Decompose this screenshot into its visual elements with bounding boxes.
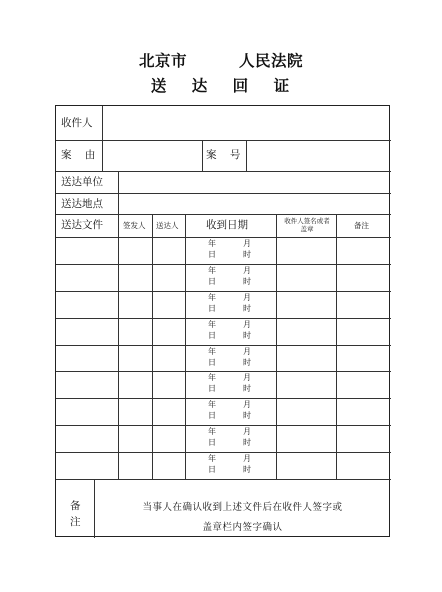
table-row[interactable] (56, 291, 391, 318)
date-month-label: 月 (243, 373, 251, 382)
recipient-field[interactable] (103, 107, 389, 140)
date-hour-label: 时 (243, 250, 251, 259)
date-hour-label: 时 (243, 411, 251, 420)
date-day-label: 日 (208, 250, 216, 259)
col-documents: 送达文件 (61, 219, 103, 231)
date-day-label: 日 (208, 304, 216, 313)
footer-note-line2: 盖章栏内签字确认 (202, 522, 283, 533)
date-day-label: 日 (208, 438, 216, 447)
date-day-label: 日 (208, 384, 216, 393)
date-month-label: 月 (243, 400, 251, 409)
date-month-label: 月 (243, 320, 251, 329)
date-year-label: 年 (208, 400, 216, 409)
remarks-label-2: 注 (70, 516, 81, 528)
footer-note-line1: 当事人在确认收到上述文件后在收件人签字或 (142, 502, 343, 513)
col-issuer: 签发人 (123, 221, 146, 230)
remarks-label-1: 备 (70, 500, 81, 512)
table-row[interactable] (56, 318, 391, 345)
date-day-label: 日 (208, 358, 216, 367)
date-hour-label: 时 (243, 304, 251, 313)
date-hour-label: 时 (243, 465, 251, 474)
footer-note (96, 498, 389, 538)
case-number-field[interactable] (247, 141, 389, 170)
table-row[interactable] (56, 264, 391, 291)
date-month-label: 月 (243, 427, 251, 436)
col-remarks: 备注 (354, 221, 369, 230)
date-day-label: 日 (208, 331, 216, 340)
court-title (0, 49, 442, 71)
document-title: 送 达 回 证 (150, 77, 300, 95)
col-recipient-sign: 收件人签名或者盖章 (284, 217, 330, 234)
table-row[interactable] (56, 371, 391, 398)
date-year-label: 年 (208, 239, 216, 248)
recipient-label: 收件人 (61, 117, 93, 129)
date-month-label: 月 (243, 266, 251, 275)
case-cause-label: 案 由 (61, 149, 96, 161)
table-row[interactable] (56, 452, 391, 479)
date-hour-label: 时 (243, 277, 251, 286)
date-day-label: 日 (208, 277, 216, 286)
date-hour-label: 时 (243, 331, 251, 340)
date-hour-label: 时 (243, 438, 251, 447)
table-row[interactable] (56, 398, 391, 425)
date-month-label: 月 (243, 454, 251, 463)
date-month-label: 月 (243, 293, 251, 302)
table-row[interactable] (56, 237, 391, 264)
date-year-label: 年 (208, 347, 216, 356)
table-row[interactable] (56, 425, 391, 452)
col-server: 送达人 (156, 221, 179, 230)
date-day-label: 日 (208, 411, 216, 420)
table-row[interactable] (56, 345, 391, 372)
date-year-label: 年 (208, 373, 216, 382)
serving-unit-field[interactable] (119, 172, 389, 192)
date-year-label: 年 (208, 427, 216, 436)
case-cause-field[interactable] (103, 141, 201, 170)
date-month-label: 月 (243, 347, 251, 356)
serving-unit-label: 送达单位 (61, 176, 103, 188)
date-year-label: 年 (208, 320, 216, 329)
date-year-label: 年 (208, 293, 216, 302)
date-month-label: 月 (243, 239, 251, 248)
date-day-label: 日 (208, 465, 216, 474)
col-received-date: 收到日期 (206, 219, 248, 231)
serving-place-field[interactable] (119, 194, 389, 213)
service-receipt-form (55, 105, 390, 537)
serving-place-label: 送达地点 (61, 198, 103, 210)
case-number-label: 案 号 (206, 149, 241, 161)
date-year-label: 年 (208, 454, 216, 463)
date-year-label: 年 (208, 266, 216, 275)
date-hour-label: 时 (243, 384, 251, 393)
court-name: 人民法院 (239, 52, 304, 70)
court-city: 北京市 (138, 52, 187, 70)
date-hour-label: 时 (243, 358, 251, 367)
